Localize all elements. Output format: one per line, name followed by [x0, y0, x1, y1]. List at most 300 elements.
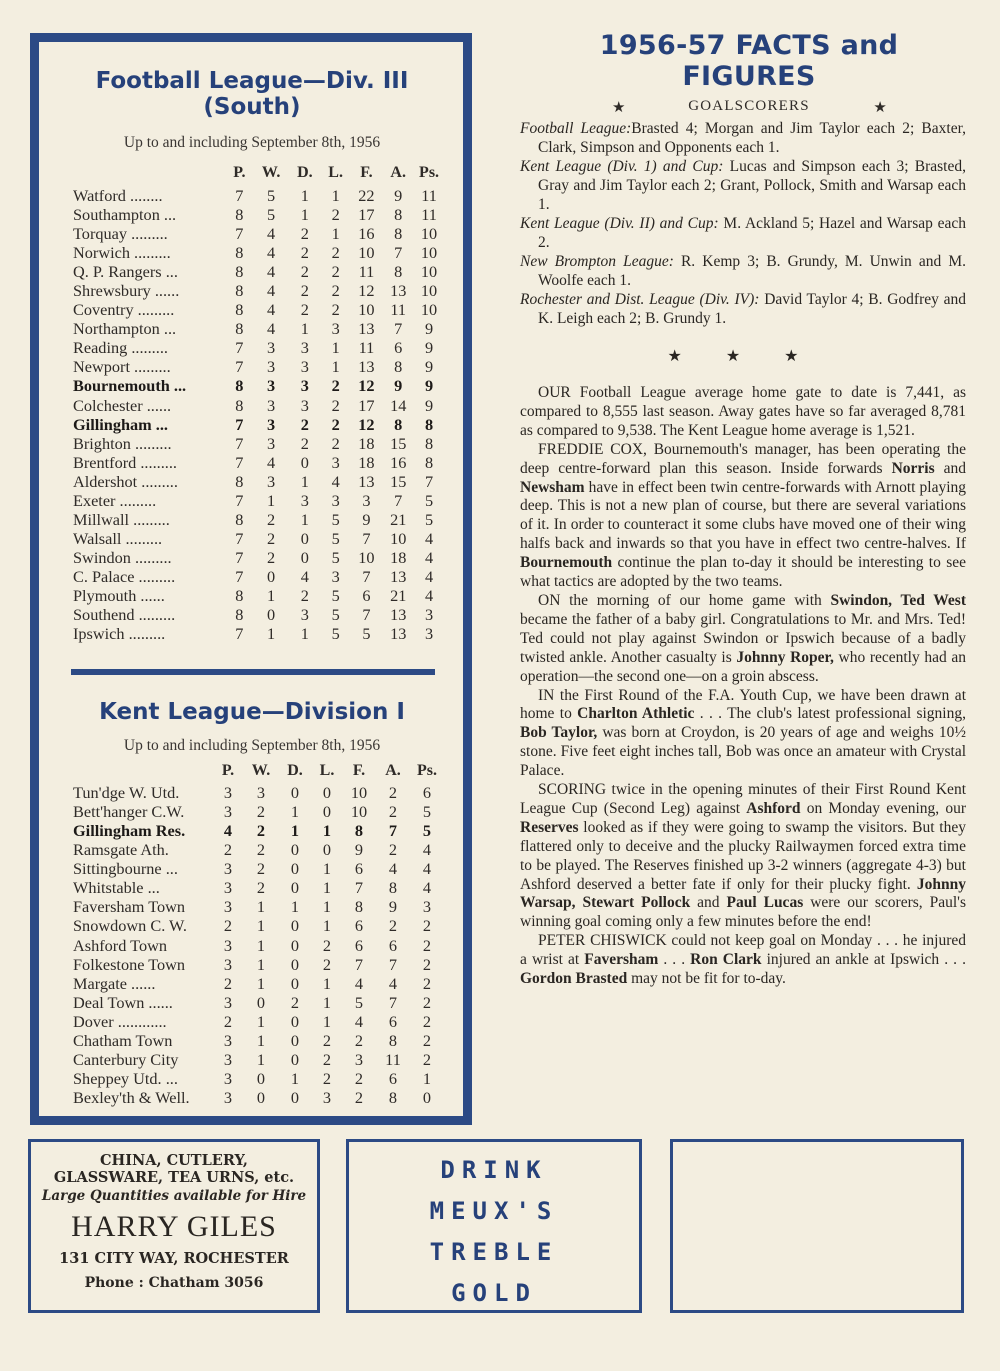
paragraph-youth-cup: IN the First Round of the F.A. Youth Cup, we have been drawn at home to Charlton Athletic . . . The club's latest professional signing, Bob Taylor, was born at Croydon, is 20 years of age and weighs 10½ stone. Five feet eight inches tall, Bob was once an amateur with Crystal Palace. [520, 686, 966, 780]
team-name: Torquay ......... [73, 224, 168, 244]
table-cell: 4 [331, 471, 340, 491]
table-cell: 2 [331, 300, 340, 320]
competition-name: Football League: [520, 120, 632, 137]
kent-subtitle: Up to and including September 8th, 1956 [123, 737, 381, 755]
table-cell: 3 [267, 376, 276, 396]
table-row [73, 281, 445, 300]
column-header: W. [261, 164, 281, 182]
table-row [73, 993, 443, 1012]
advert-line: TREBLE [429, 1238, 559, 1266]
table-cell: 14 [390, 395, 407, 415]
table-cell: 3 [267, 471, 276, 491]
table-cell: 1 [300, 624, 309, 644]
team-name: Coventry ......... [73, 300, 175, 320]
table-row [73, 415, 445, 434]
table-cell: 3 [300, 395, 309, 415]
table-cell: 2 [256, 840, 266, 860]
scorer-entry [520, 214, 966, 252]
table-cell: 0 [322, 783, 332, 803]
goalscorers-label: GOALSCORERS [688, 98, 810, 114]
table-cell: 8 [235, 585, 244, 605]
table-cell: 2 [322, 954, 332, 974]
table-cell: 2 [256, 802, 266, 822]
table-cell: 8 [235, 395, 244, 415]
table-cell: 3 [354, 1049, 364, 1069]
table-cell: 4 [223, 821, 233, 841]
team-name: Southend ......... [73, 605, 176, 625]
scorer-names: M. Ackland 5; Hazel and Warsap each 2. [538, 215, 966, 251]
advert-line: GOLD [451, 1279, 537, 1307]
team-name: Watford ........ [73, 186, 163, 205]
team-name: Tun'dge W. Utd. [73, 783, 180, 803]
table-cell: 10 [420, 224, 438, 244]
star-icon: ★ [612, 100, 627, 116]
team-name: Sheppey Utd. ... [73, 1068, 178, 1088]
column-header: A. [390, 164, 406, 182]
table-cell: 3 [331, 566, 340, 586]
table-cell: 0 [256, 1068, 266, 1088]
table-row [73, 624, 445, 643]
team-name: Ramsgate Ath. [73, 840, 169, 860]
table-cell: 0 [290, 783, 300, 803]
table-cell: 2 [422, 992, 432, 1012]
table-cell: 1 [256, 973, 266, 993]
table-cell: 8 [235, 243, 244, 263]
table-cell: 13 [358, 471, 375, 491]
table-cell: 1 [322, 973, 332, 993]
competition-name: Kent League (Div. II) and Cup: [520, 215, 719, 232]
team-name: Whitstable ... [73, 878, 160, 898]
table-cell: 11 [385, 1049, 401, 1069]
table-cell: 5 [424, 509, 434, 529]
table-row [73, 548, 445, 567]
table-cell: 3 [223, 1068, 233, 1088]
table-cell: 7 [394, 243, 403, 263]
table-cell: 0 [290, 1011, 300, 1031]
table-cell: 12 [358, 414, 375, 434]
table-cell: 2 [223, 840, 233, 860]
table-cell: 2 [331, 281, 340, 301]
table-row [73, 205, 445, 224]
table-cell: 8 [235, 300, 244, 320]
table-row [73, 1050, 443, 1069]
table-cell: 10 [420, 243, 438, 263]
table-cell: 13 [358, 357, 375, 377]
table-cell: 16 [358, 224, 375, 244]
table-cell: 4 [267, 262, 276, 282]
table-cell: 0 [300, 528, 309, 548]
table-cell: 11 [421, 205, 437, 225]
table-cell: 4 [267, 243, 276, 263]
table-cell: 4 [388, 859, 398, 879]
table-cell: 6 [354, 859, 364, 879]
table-cell: 5 [331, 509, 340, 529]
table-cell: 1 [290, 821, 300, 841]
table-cell: 2 [331, 395, 340, 415]
table-cell: 1 [322, 821, 332, 841]
table-cell: 1 [256, 916, 266, 936]
column-header: D. [287, 761, 303, 779]
advert-line: CHINA, CUTLERY, [100, 1152, 248, 1169]
team-name: Shrewsbury ...... [73, 281, 180, 301]
table-cell: 10 [358, 547, 375, 567]
facts-title: 1956-57 FACTS and FIGURES [599, 30, 899, 92]
table-cell: 1 [300, 471, 309, 491]
table-cell: 3 [223, 992, 233, 1012]
table-cell: 3 [300, 376, 309, 396]
table-cell: 2 [388, 916, 398, 936]
table-row [73, 605, 445, 624]
harry-giles-advert [28, 1139, 320, 1313]
table-row [73, 434, 445, 453]
table-cell: 0 [256, 1087, 266, 1107]
table-cell: 3 [256, 783, 266, 803]
table-cell: 5 [424, 490, 434, 510]
table-cell: 2 [300, 224, 309, 244]
table-cell: 21 [390, 509, 407, 529]
table-cell: 8 [235, 605, 244, 625]
table-cell: 7 [235, 338, 244, 358]
table-row [73, 916, 443, 935]
empty-advert-box [670, 1139, 964, 1313]
team-name: Ipswich ......... [73, 624, 166, 644]
table-cell: 4 [300, 566, 309, 586]
table-row [73, 338, 445, 357]
column-header: W. [251, 761, 271, 779]
div3-subtitle: Up to and including September 8th, 1956 [123, 134, 381, 151]
table-cell: 8 [394, 224, 403, 244]
table-cell: 2 [256, 878, 266, 898]
scorer-names: Brasted 4; Morgan and Jim Taylor each 2; Baxter, Clark, Simpson and Opponents each 1. [538, 120, 966, 156]
table-header-row [73, 160, 445, 186]
table-cell: 1 [322, 1011, 332, 1031]
table-row [73, 262, 445, 281]
table-cell: 3 [223, 1030, 233, 1050]
table-cell: 3 [223, 859, 233, 879]
table-cell: 8 [235, 376, 244, 396]
table-cell: 4 [422, 859, 432, 879]
table-cell: 7 [388, 992, 398, 1012]
table-cell: 2 [300, 262, 309, 282]
table-cell: 0 [290, 935, 300, 955]
competition-name: New Brompton League: [520, 253, 674, 270]
table-cell: 5 [422, 821, 432, 841]
table-cell: 7 [388, 821, 398, 841]
table-cell: 0 [267, 566, 276, 586]
table-cell: 0 [290, 916, 300, 936]
table-cell: 1 [331, 338, 340, 358]
table-row [73, 300, 445, 319]
scorer-entry [520, 119, 966, 157]
table-cell: 7 [235, 433, 244, 453]
table-cell: 10 [358, 300, 375, 320]
table-cell: 1 [300, 186, 309, 205]
table-cell: 9 [424, 357, 434, 377]
team-name: Swindon ......... [73, 547, 172, 567]
table-cell: 3 [331, 319, 340, 339]
table-cell: 1 [290, 802, 300, 822]
table-cell: 0 [290, 1087, 300, 1107]
table-cell: 9 [424, 319, 434, 339]
table-row [73, 1069, 443, 1088]
table-cell: 4 [354, 973, 364, 993]
table-row [73, 319, 445, 338]
table-cell: 3 [223, 1049, 233, 1069]
table-cell: 1 [422, 1068, 432, 1088]
table-cell: 10 [390, 528, 407, 548]
table-cell: 9 [354, 840, 364, 860]
table-cell: 2 [300, 585, 309, 605]
table-cell: 6 [388, 1011, 398, 1031]
table-cell: 2 [388, 802, 398, 822]
table-cell: 2 [331, 433, 340, 453]
table-cell: 4 [354, 1011, 364, 1031]
table-cell: 7 [235, 490, 244, 510]
table-row [73, 1031, 443, 1050]
table-cell: 1 [322, 916, 332, 936]
advert-line: DRINK [440, 1156, 548, 1184]
table-cell: 13 [358, 319, 375, 339]
table-cell: 3 [267, 338, 276, 358]
table-cell: 0 [290, 954, 300, 974]
table-cell: 3 [223, 1087, 233, 1107]
table-row [73, 840, 443, 859]
team-name: C. Palace ......... [73, 566, 176, 586]
table-cell: 7 [354, 878, 364, 898]
team-name: Margate ...... [73, 973, 156, 993]
team-name: Plymouth ...... [73, 585, 165, 605]
team-name: Walsall ......... [73, 528, 163, 548]
table-cell: 3 [223, 802, 233, 822]
table-row [73, 186, 445, 205]
table-row [73, 529, 445, 548]
table-row [73, 802, 443, 821]
table-cell: 2 [354, 1068, 364, 1088]
table-cell: 3 [300, 338, 309, 358]
team-name: Newport ......... [73, 357, 171, 377]
scorer-names: R. Kemp 3; B. Grundy, M. Unwin and M. Woolfe each 1. [538, 253, 966, 289]
table-cell: 3 [267, 395, 276, 415]
scorer-entry [520, 157, 966, 214]
table-cell: 5 [354, 992, 364, 1012]
advert-business-name: HARRY GILES [71, 1210, 277, 1243]
table-cell: 2 [322, 935, 332, 955]
competition-name: Kent League (Div. 1) and Cup: [520, 158, 724, 175]
table-cell: 0 [267, 605, 276, 625]
table-row [73, 472, 445, 491]
table-cell: 1 [256, 897, 266, 917]
table-cell: 3 [422, 897, 432, 917]
table-cell: 0 [290, 840, 300, 860]
table-cell: 7 [235, 357, 244, 377]
competition-name: Rochester and Dist. League (Div. IV): [520, 291, 760, 308]
table-cell: 2 [267, 547, 276, 567]
table-row [73, 224, 445, 243]
team-name: Bett'hanger C.W. [73, 802, 185, 822]
table-cell: 18 [390, 547, 407, 567]
table-cell: 13 [390, 566, 407, 586]
table-cell: 7 [354, 954, 364, 974]
table-cell: 10 [350, 802, 368, 822]
table-cell: 13 [390, 281, 407, 301]
league-tables-panel [30, 33, 472, 1125]
table-cell: 3 [267, 433, 276, 453]
table-cell: 10 [420, 262, 438, 282]
table-cell: 6 [388, 935, 398, 955]
table-row [73, 567, 445, 586]
table-cell: 8 [394, 262, 403, 282]
table-cell: 1 [300, 319, 309, 339]
table-cell: 7 [394, 319, 403, 339]
table-cell: 3 [267, 357, 276, 377]
table-cell: 2 [256, 859, 266, 879]
table-cell: 1 [322, 897, 332, 917]
scorer-entry [520, 252, 966, 290]
team-name: Colchester ...... [73, 395, 172, 415]
paragraph-chiswick: PETER CHISWICK could not keep goal on Monday . . . he injured a wrist at Faversham . . . Ron Clark injured an ankle at Ipswich . . . Gordon Brasted may not be fit for to-day. [520, 932, 966, 988]
table-cell: 0 [290, 859, 300, 879]
table-cell: 4 [267, 281, 276, 301]
table-cell: 8 [424, 452, 434, 472]
table-cell: 7 [235, 414, 244, 434]
table-row [73, 936, 443, 955]
table-cell: 9 [362, 509, 371, 529]
table-cell: 2 [422, 973, 432, 993]
table-cell: 1 [331, 224, 340, 244]
table-cell: 1 [267, 585, 276, 605]
table-row [73, 974, 443, 993]
table-cell: 0 [290, 1049, 300, 1069]
table-cell: 12 [358, 376, 375, 396]
table-cell: 8 [235, 262, 244, 282]
star-icon: ★ [873, 100, 888, 116]
table-cell: 8 [235, 471, 244, 491]
panel-divider [71, 669, 435, 675]
advert-phone: Phone : Chatham 3056 [84, 1275, 264, 1291]
table-row [73, 376, 445, 395]
table-row [73, 783, 443, 802]
table-cell: 8 [235, 319, 244, 339]
column-header: F. [352, 761, 366, 779]
table-cell: 2 [331, 376, 340, 396]
table-cell: 2 [300, 243, 309, 263]
table-cell: 2 [223, 973, 233, 993]
table-cell: 0 [290, 878, 300, 898]
table-cell: 3 [322, 1087, 332, 1107]
team-name: Ashford Town [73, 935, 167, 955]
team-name: Southampton ... [73, 205, 177, 225]
table-cell: 15 [390, 471, 407, 491]
table-cell: 5 [331, 547, 340, 567]
table-cell: 1 [256, 1011, 266, 1031]
team-name: Gillingham Res. [73, 821, 186, 841]
paragraph-gates: OUR Football League average home gate to date is 7,441, as compared to 8,555 last season. Away gates have so far averaged 8,781 as compared to 9,538. The Kent League home average is 1,521. [520, 384, 966, 439]
paragraph-swindon: ON the morning of our home game with Swindon, Ted West became the father of a baby girl. Congratulations to Mr. and Mrs. Ted! Ted could not play against Swindon or Ipswich because of a badly twisted ankle. Another casualty is Johnny Roper, who recently had an operation—the second one—on a groin abscess. [520, 591, 966, 685]
table-cell: 2 [290, 992, 300, 1012]
table-cell: 7 [235, 566, 244, 586]
table-cell: 7 [362, 528, 371, 548]
table-cell: 6 [422, 783, 432, 803]
table-cell: 1 [256, 935, 266, 955]
team-name: Brentford ......... [73, 452, 177, 472]
table-cell: 2 [331, 414, 340, 434]
table-cell: 7 [235, 224, 244, 244]
table-cell: 10 [358, 243, 375, 263]
table-cell: 1 [267, 490, 276, 510]
table-cell: 6 [394, 338, 403, 358]
table-cell: 2 [354, 1087, 364, 1107]
table-cell: 2 [256, 821, 266, 841]
table-cell: 1 [256, 954, 266, 974]
table-cell: 17 [358, 395, 375, 415]
table-cell: 8 [394, 205, 403, 225]
table-cell: 22 [358, 186, 375, 205]
table-cell: 21 [390, 585, 407, 605]
table-cell: 2 [322, 1030, 332, 1050]
team-name: Reading ......... [73, 338, 168, 358]
table-cell: 2 [422, 1011, 432, 1031]
table-cell: 1 [256, 1030, 266, 1050]
table-cell: 7 [235, 186, 244, 205]
goalscorers-heading [532, 98, 966, 115]
table-cell: 2 [267, 528, 276, 548]
table-cell: 2 [300, 414, 309, 434]
table-cell: 4 [422, 878, 432, 898]
table-cell: 3 [223, 897, 233, 917]
table-cell: 3 [223, 935, 233, 955]
table-cell: 7 [424, 471, 434, 491]
table-cell: 6 [388, 1068, 398, 1088]
table-cell: 2 [422, 935, 432, 955]
table-cell: 1 [300, 509, 309, 529]
section-separator: ★ ★ ★ [667, 348, 819, 365]
table-cell: 2 [322, 1049, 332, 1069]
advert-address: 131 CITY WAY, ROCHESTER [59, 1250, 289, 1267]
table-cell: 8 [235, 509, 244, 529]
table-cell: 4 [422, 840, 432, 860]
table-cell: 4 [267, 300, 276, 320]
table-cell: 2 [388, 840, 398, 860]
team-name: Sittingbourne ... [73, 859, 178, 879]
table-cell: 0 [290, 973, 300, 993]
table-cell: 11 [358, 338, 375, 358]
team-name: Millwall ......... [73, 509, 170, 529]
table-row [73, 1012, 443, 1031]
div3-table [73, 160, 445, 643]
team-name: Norwich ......... [73, 243, 171, 263]
table-row [73, 821, 443, 840]
kent-title: Kent League—Division I [99, 699, 405, 726]
table-cell: 8 [424, 433, 434, 453]
column-header: P. [221, 761, 235, 779]
table-cell: 8 [235, 205, 244, 225]
table-header-row [73, 757, 443, 783]
table-cell: 7 [235, 624, 244, 644]
team-name: Bexley'th & Well. [73, 1087, 190, 1107]
column-header: F. [360, 164, 373, 182]
table-cell: 3 [300, 490, 309, 510]
team-name: Brighton ......... [73, 433, 172, 453]
table-cell: 2 [388, 783, 398, 803]
header-blank [73, 160, 224, 186]
team-name: Snowdown C. W. [73, 916, 187, 936]
table-cell: 2 [300, 300, 309, 320]
table-row [73, 453, 445, 472]
table-cell: 5 [331, 585, 340, 605]
table-cell: 1 [290, 1068, 300, 1088]
header-blank [73, 757, 213, 783]
table-row [73, 955, 443, 974]
